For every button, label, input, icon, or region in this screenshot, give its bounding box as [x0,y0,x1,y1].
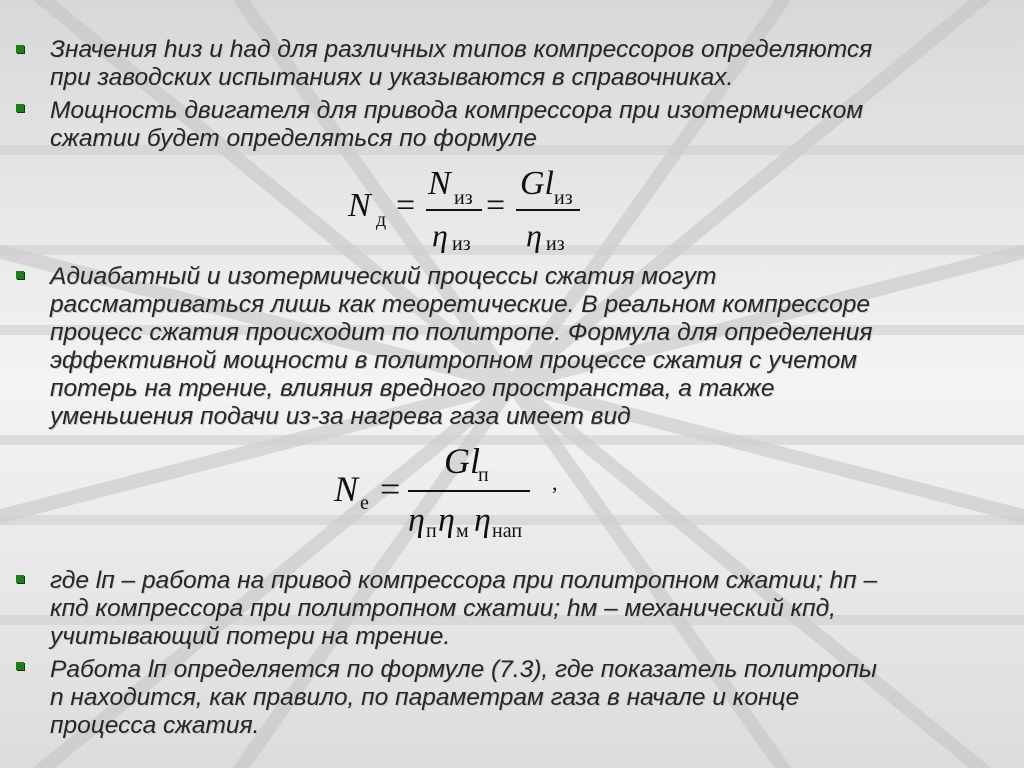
formula-symbol: η [432,217,448,253]
text-line: кпд компрессора при политропном сжатии; hм – механический кпд, [50,595,836,622]
formula-equals: = [380,469,401,509]
paragraph-3 [50,263,1015,431]
formula-equals: = [396,187,416,224]
formula-subscript: e [360,492,369,514]
formula-subscript: из [452,233,471,255]
text-line: рассматриваться лишь как теоретические. В реальном компрессоре [50,291,871,318]
formula-symbol: N [428,165,451,202]
bullet-icon [16,271,24,279]
formula-subscript: м [456,520,469,542]
formula-symbol: Gl [444,441,480,481]
bullet-icon [16,104,24,112]
text-line: Работа lп определяется по формуле (7.3), где показатель политропы [50,656,877,683]
paragraph-2 [50,97,1015,153]
formula-subscript: нап [492,520,523,542]
bullet-icon [16,575,24,583]
text-line: Мощность двигателя для привода компрессора при изотермическом [50,97,864,124]
formula-effective-power [330,440,590,550]
text-line: при заводских испытаниях и указываются в справочниках. [50,64,734,91]
formula-subscript: п [478,464,489,486]
formula-subscript: из [554,187,573,209]
formula-subscript: из [454,187,473,209]
formula-subscript: из [546,233,565,255]
paragraph-4 [50,567,1015,651]
formula-symbol: Gl [520,165,554,202]
bullet-icon [16,45,24,53]
formula-symbol: η [438,502,455,539]
formula-symbol: N [348,187,371,224]
text-line: учитывающий потери на трение. [50,623,451,650]
text-line: n находится, как правило, по параметрам газа в начале и конце [50,684,800,711]
bullet-icon [16,662,24,670]
text-line: уменьшения подачи из-за нагрева газа имеет вид [50,403,631,430]
text-line: где lп – работа на привод компрессора при политропном сжатии; hп – [50,567,878,594]
formula-symbol: η [408,502,425,539]
text-line: процесс сжатия происходит по политропе. Формула для определения [50,319,873,346]
formula-isothermal-power [340,165,600,260]
paragraph-1 [50,36,1015,92]
fraction-bar [426,209,482,211]
formula-trailing-comma: , [552,470,558,495]
text-line: Адиабатный и изотермический процессы сжатия могут [50,263,717,290]
formula-subscript: д [376,209,387,231]
formula-symbol: η [474,502,491,539]
formula-symbol: N [334,469,359,509]
text-line: сжатии будет определяться по формуле [50,125,537,152]
text-line: потерь на трение, влияния вредного пространства, а также [50,375,775,402]
fraction-bar [408,490,530,492]
formula-equals: = [486,187,506,224]
formula-symbol: η [526,217,542,253]
formula-subscript: п [426,520,437,542]
text-line: Значения hиз и hад для различных типов компрессоров определяются [50,36,873,63]
paragraph-5 [50,656,1015,740]
text-line: процесса сжатия. [50,712,260,739]
text-line: эффективной мощности в политропном процессе сжатия с учетом [50,347,858,374]
fraction-bar [516,209,580,211]
